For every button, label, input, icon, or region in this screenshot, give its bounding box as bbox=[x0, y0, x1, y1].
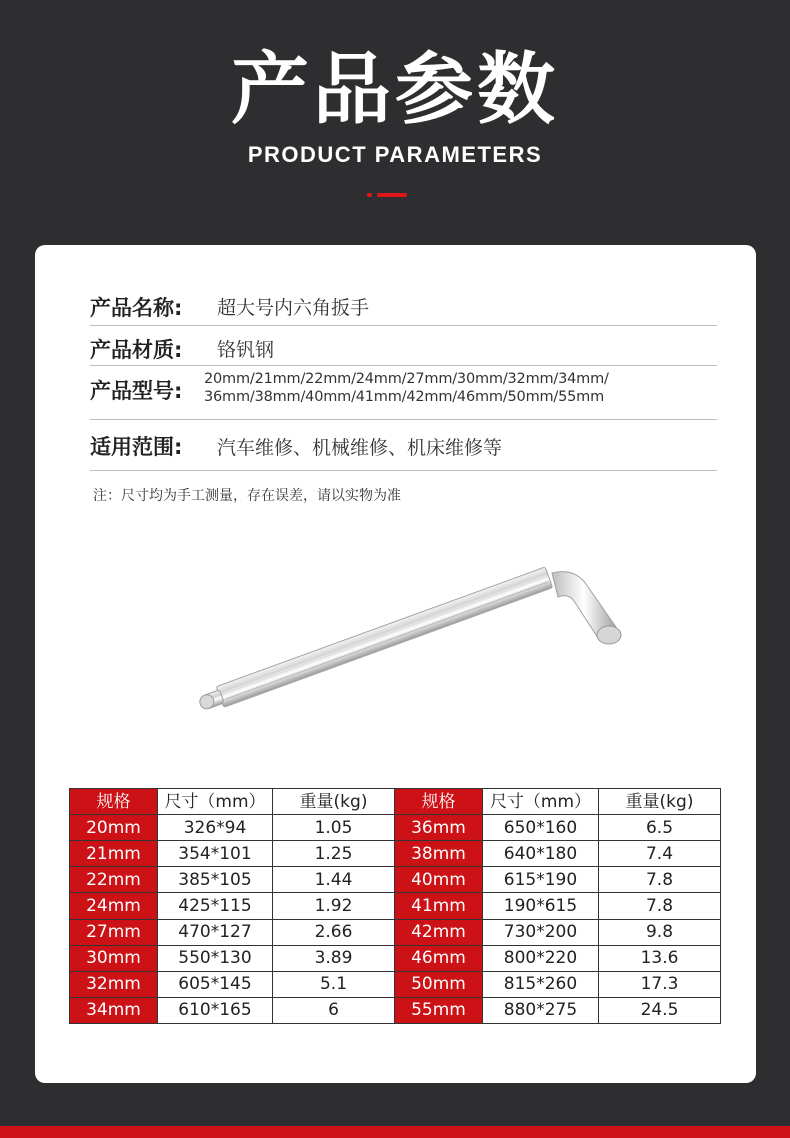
table-row bbox=[70, 815, 721, 841]
table-cell: 1.05 bbox=[273, 815, 395, 841]
table-cell: 41mm bbox=[395, 893, 483, 919]
table-cell: 610*165 bbox=[158, 997, 273, 1023]
spec-label: 产品名称: bbox=[90, 296, 183, 320]
bottom-accent-bar bbox=[0, 1126, 790, 1138]
table-cell: 6.5 bbox=[599, 815, 721, 841]
table-cell: 6 bbox=[273, 997, 395, 1023]
accent-bar bbox=[377, 193, 407, 197]
spec-value: 超大号内六角扳手 bbox=[217, 297, 370, 319]
table-cell: 1.92 bbox=[273, 893, 395, 919]
table-cell: 385*105 bbox=[158, 867, 273, 893]
table-cell: 880*275 bbox=[483, 997, 599, 1023]
table-cell: 34mm bbox=[70, 997, 158, 1023]
spec-value: 汽车维修、机械维修、机床维修等 bbox=[217, 437, 503, 459]
table-cell: 605*145 bbox=[158, 971, 273, 997]
page-title: 产品参数 bbox=[230, 45, 559, 135]
hex-key-wrench-image bbox=[160, 545, 640, 725]
table-cell: 7.8 bbox=[599, 893, 721, 919]
table-cell: 9.8 bbox=[599, 919, 721, 945]
accent-dot bbox=[367, 193, 372, 197]
table-row bbox=[70, 867, 721, 893]
table-cell: 800*220 bbox=[483, 945, 599, 971]
title-accent bbox=[367, 193, 407, 197]
table-cell: 13.6 bbox=[599, 945, 721, 971]
table-cell: 22mm bbox=[70, 867, 158, 893]
table-header-row bbox=[70, 789, 721, 815]
header-cell: 规格 bbox=[395, 789, 483, 815]
size-weight-table bbox=[69, 788, 721, 1024]
table-cell: 17.3 bbox=[599, 971, 721, 997]
spec-row-name bbox=[90, 287, 717, 326]
table-row bbox=[70, 945, 721, 971]
table-cell: 354*101 bbox=[158, 841, 273, 867]
table-row bbox=[70, 893, 721, 919]
spec-label: 适用范围: bbox=[90, 435, 183, 459]
table-cell: 7.8 bbox=[599, 867, 721, 893]
table-cell: 32mm bbox=[70, 971, 158, 997]
parameter-card bbox=[35, 245, 756, 1083]
table-cell: 24.5 bbox=[599, 997, 721, 1023]
page-subtitle: PRODUCT PARAMETERS bbox=[247, 142, 543, 167]
spec-value: 铬钒钢 bbox=[217, 339, 275, 361]
header-cell: 尺寸（mm） bbox=[158, 789, 273, 815]
table-cell: 30mm bbox=[70, 945, 158, 971]
table-cell: 27mm bbox=[70, 919, 158, 945]
spec-value-line2: 36mm/38mm/40mm/41mm/42mm/46mm/50mm/55mm bbox=[204, 389, 604, 405]
table-cell: 20mm bbox=[70, 815, 158, 841]
header-cell: 重量(kg) bbox=[273, 789, 395, 815]
spec-label: 产品材质: bbox=[90, 338, 183, 362]
table-row bbox=[70, 841, 721, 867]
table-cell: 1.25 bbox=[273, 841, 395, 867]
table-cell: 650*160 bbox=[483, 815, 599, 841]
table-cell: 1.44 bbox=[273, 867, 395, 893]
header bbox=[0, 0, 790, 245]
table-cell: 3.89 bbox=[273, 945, 395, 971]
table-row bbox=[70, 919, 721, 945]
table-cell: 2.66 bbox=[273, 919, 395, 945]
table-cell: 42mm bbox=[395, 919, 483, 945]
table-cell: 55mm bbox=[395, 997, 483, 1023]
spec-row-model bbox=[90, 366, 717, 420]
table-cell: 640*180 bbox=[483, 841, 599, 867]
table-cell: 7.4 bbox=[599, 841, 721, 867]
table-row bbox=[70, 971, 721, 997]
table-cell: 815*260 bbox=[483, 971, 599, 997]
spec-row-usage bbox=[90, 420, 717, 471]
header-cell: 规格 bbox=[70, 789, 158, 815]
table-cell: 425*115 bbox=[158, 893, 273, 919]
table-cell: 24mm bbox=[70, 893, 158, 919]
table-row bbox=[70, 997, 721, 1023]
measurement-note: 注：尺寸均为手工测量，存在误差，请以实物为准 bbox=[93, 488, 401, 504]
table-cell: 190*615 bbox=[483, 893, 599, 919]
header-cell: 重量(kg) bbox=[599, 789, 721, 815]
spec-value-line1: 20mm/21mm/22mm/24mm/27mm/30mm/32mm/34mm/ bbox=[204, 371, 609, 387]
table-cell: 5.1 bbox=[273, 971, 395, 997]
table-cell: 615*190 bbox=[483, 867, 599, 893]
table-cell: 36mm bbox=[395, 815, 483, 841]
spec-row-material bbox=[90, 326, 717, 366]
table-cell: 50mm bbox=[395, 971, 483, 997]
table-cell: 470*127 bbox=[158, 919, 273, 945]
table-cell: 40mm bbox=[395, 867, 483, 893]
table-cell: 550*130 bbox=[158, 945, 273, 971]
header-cell: 尺寸（mm） bbox=[483, 789, 599, 815]
spec-label: 产品型号: bbox=[90, 379, 183, 403]
table-cell: 21mm bbox=[70, 841, 158, 867]
table-cell: 38mm bbox=[395, 841, 483, 867]
table-cell: 730*200 bbox=[483, 919, 599, 945]
table-cell: 46mm bbox=[395, 945, 483, 971]
table-cell: 326*94 bbox=[158, 815, 273, 841]
